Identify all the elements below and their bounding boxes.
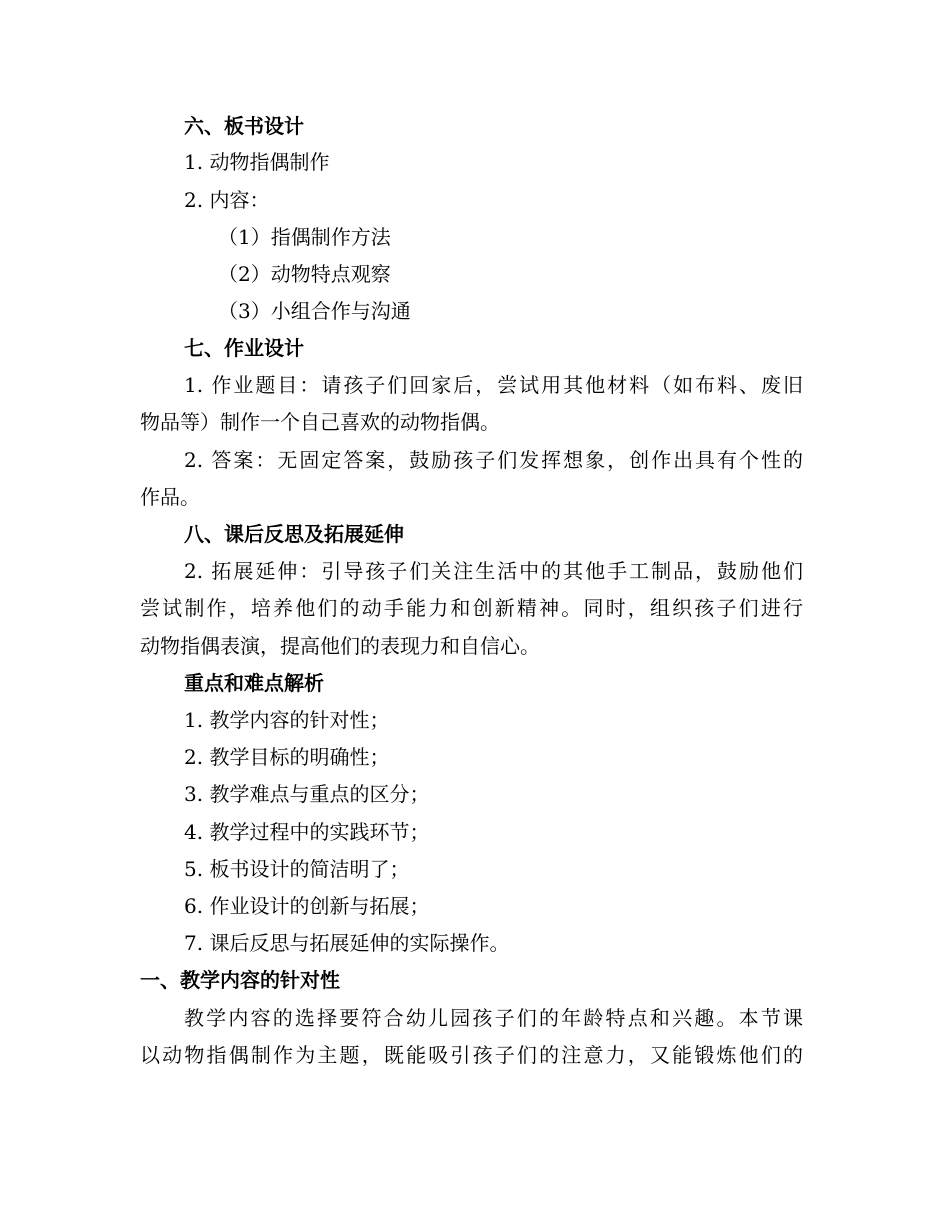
reflection-paragraph-line-2: 尝试制作，培养他们的动手能力和创新精神。同时，组织孩子们进行 [140, 596, 803, 620]
key-point-1: 1. 教学内容的针对性； [184, 708, 390, 732]
reflection-paragraph-line-3: 动物指偶表演，提高他们的表现力和自信心。 [140, 634, 540, 658]
board-subitem-2: （2）动物特点观察 [218, 262, 391, 286]
key-point-6: 6. 作业设计的创新与拓展； [184, 894, 430, 918]
key-point-4: 4. 教学过程中的实践环节； [184, 820, 430, 844]
board-item-2: 2. 内容： [184, 188, 270, 212]
homework-item-1-line-1: 1. 作业题目：请孩子们回家后，尝试用其他材料（如布料、废旧 [184, 373, 803, 397]
key-point-3: 3. 教学难点与重点的区分； [184, 782, 430, 806]
key-point-7: 7. 课后反思与拓展延伸的实际操作。 [184, 931, 510, 955]
section-heading-key-points: 重点和难点解析 [184, 671, 324, 695]
key-point-2: 2. 教学目标的明确性； [184, 745, 390, 769]
board-subitem-1: （1）指偶制作方法 [218, 225, 391, 249]
section-heading-content-targeting: 一、教学内容的针对性 [140, 968, 340, 992]
key-point-5: 5. 板书设计的简洁明了； [184, 857, 410, 881]
homework-item-2-line-1: 2. 答案：无固定答案，鼓励孩子们发挥想象，创作出具有个性的 [184, 448, 803, 472]
homework-item-1-line-2: 物品等）制作一个自己喜欢的动物指偶。 [140, 410, 500, 434]
homework-item-2-line-2: 作品。 [140, 485, 200, 509]
board-item-1: 1. 动物指偶制作 [184, 150, 330, 174]
section-heading-homework: 七、作业设计 [184, 336, 304, 360]
section-heading-reflection: 八、课后反思及拓展延伸 [184, 522, 404, 546]
section-heading-board-design: 六、板书设计 [184, 114, 304, 138]
content-paragraph-line-1: 教学内容的选择要符合幼儿园孩子们的年龄特点和兴趣。本节课 [184, 1006, 803, 1030]
board-subitem-3: （3）小组合作与沟通 [218, 299, 411, 323]
reflection-paragraph-line-1: 2. 拓展延伸：引导孩子们关注生活中的其他手工制品，鼓励他们 [184, 559, 803, 583]
content-paragraph-line-2: 以动物指偶制作为主题，既能吸引孩子们的注意力，又能锻炼他们的 [140, 1043, 803, 1067]
